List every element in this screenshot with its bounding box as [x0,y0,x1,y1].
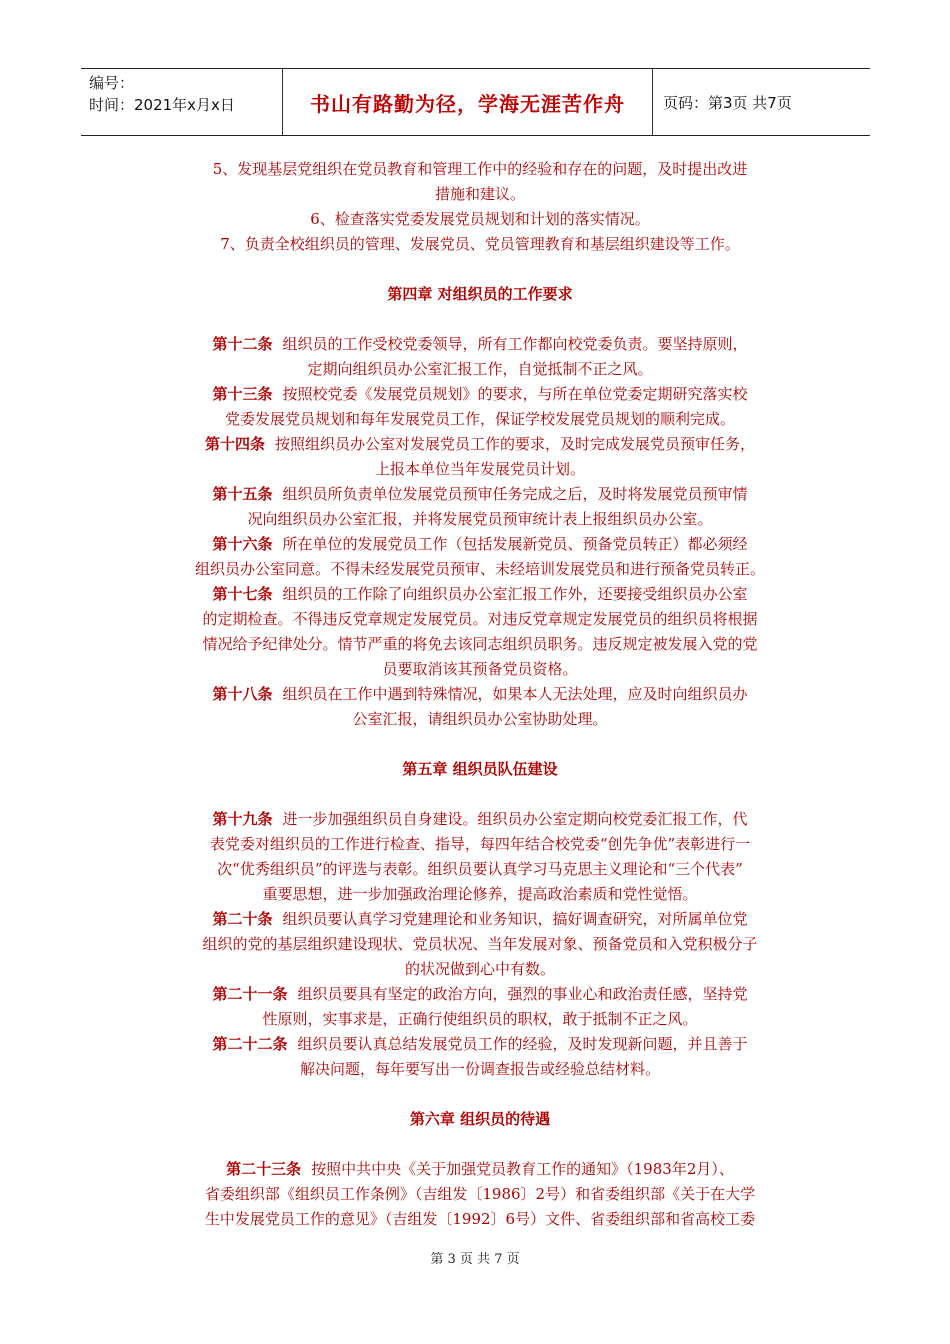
article-label: 第十八条 [212,685,273,703]
article-label: 第十七条 [212,585,273,603]
article-12 [150,332,810,382]
page-label: 页码：第3页 共7页 [663,93,792,112]
article-text: 组织员所负责单位发展党员预审任务完成之后，及时将发展党员预审情 况向组织员办公室汇报，并将发展党员预审统计表上报组织员办公室。 [247,485,748,528]
article-label: 第二十一条 [212,985,288,1003]
article-14 [150,432,810,482]
header-motto-cell [282,69,653,135]
article-20 [150,907,810,982]
page-header [81,68,870,136]
article-label: 第十五条 [212,485,273,503]
header-left-cell [81,69,282,135]
article-19 [150,807,810,907]
article-text: 组织员的工作除了向组织员办公室汇报工作外，还要接受组织员办公室 的定期检查。不得违反党章规定发展党员。对违反党章规定发展党员的组织员将根据 情况给予纪律处分。情节严重的将免去该同志组织员职务。违反规定被发展入党的党 员要取消该其预备党员资格。 [202,585,758,678]
article-label: 第十三条 [212,385,273,403]
article-label: 第十四条 [204,435,265,453]
article-16 [150,532,810,582]
article-label: 第二十二条 [212,1035,288,1053]
article-18 [150,682,810,732]
page-footer: 第 3 页 共 7 页 [430,1252,520,1267]
chapter-5-title: 第五章 组织员队伍建设 [402,760,558,778]
motto-text: 书山有路勤为径，学海无涯苦作舟 [310,91,625,116]
article-17 [150,582,810,682]
article-label: 第十六条 [212,535,273,553]
article-15 [150,482,810,532]
article-label: 第十二条 [212,335,273,353]
article-text: 组织员要认真总结发展党员工作的经验，及时发现新问题，并且善于 解决问题，每年要写出一份调查报告或经验总结材料。 [297,1035,748,1078]
chapter-4-title: 第四章 对组织员的工作要求 [387,285,573,303]
article-text: 组织员的工作受校党委领导，所有工作都向校党委负责。要坚持原则， 定期向组织员办公室汇报工作，自觉抵制不正之风。 [282,335,748,378]
code-label: 编号： [89,74,135,92]
article-label: 第二十三条 [226,1160,302,1178]
article-text: 组织员要认真学习党建理论和业务知识，搞好调查研究，对所属单位党 组织的党的基层组织建设现状、党员状况、当年发展对象、预备党员和入党积极分子 的状况做到心中有数。 [202,910,758,978]
article-text: 所在单位的发展党员工作（包括发展新党员、预备党员转正）都必须经 组织员办公室同意。不得未经发展党员预审、未经培训发展党员和进行预备党员转正。 [194,535,765,578]
article-label: 第十九条 [212,810,273,828]
date-label: 时间：2021年x月x日 [89,96,235,114]
list-item-5: 5、发现基层党组织在党员教育和管理工作中的经验和存在的问题，及时提出改进 措施和建议。 [212,160,748,203]
list-item-6: 6、检查落实党委发展党员规划和计划的落实情况。 [310,210,650,228]
article-text: 按照校党委《发展党员规划》的要求，与所在单位党委定期研究落实校 党委发展党员规划和每年发展党员工作，保证学校发展党员规划的顺利完成。 [224,385,748,428]
article-22 [150,1032,810,1082]
header-page-cell [653,69,870,135]
article-text: 组织员要具有坚定的政治方向，强烈的事业心和政治责任感，坚持党 性原则，实事求是，正确行使组织员的职权，敢于抵制不正之风。 [262,985,748,1028]
article-text: 组织员在工作中遇到特殊情况，如果本人无法处理，应及时向组织员办 公室汇报，请组织员办公室协助处理。 [282,685,748,728]
article-text: 按照中共中央《关于加强党员教育工作的通知》（1983年2月）、 省委组织部《组织员工作条例》（吉组发〔1986〕2号）和省委组织部《关于在大学 生中发展党员工作的意见》（吉组发〔1992〕6号）文件、省委组织部和省高校工委 [204,1160,756,1228]
list-item-7: 7、负责全校组织员的管理、发展党员、党员管理教育和基层组织建设等工作。 [220,235,740,253]
article-text: 进一步加强组织员自身建设。组织员办公室定期向校党委汇报工作，代 表党委对组织员的工作进行检查、指导，每四年结合校党委“创先争优”表彰进行一 次“优秀组织员”的评选与表彰。组织员要认真学习马克思主义理论和“三个代表” 重要思想，进一步加强政治理论修养，提高政治素质和党性觉悟。 [209,810,751,903]
article-text: 按照组织员办公室对发展党员工作的要求，及时完成发展党员预审任务， 上报本单位当年发展党员计划。 [275,435,756,478]
article-13 [150,382,810,432]
article-23 [150,1157,810,1232]
document-body [150,157,810,1232]
chapter-6-title: 第六章 组织员的待遇 [409,1110,551,1128]
article-label: 第二十条 [212,910,273,928]
article-21 [150,982,810,1032]
